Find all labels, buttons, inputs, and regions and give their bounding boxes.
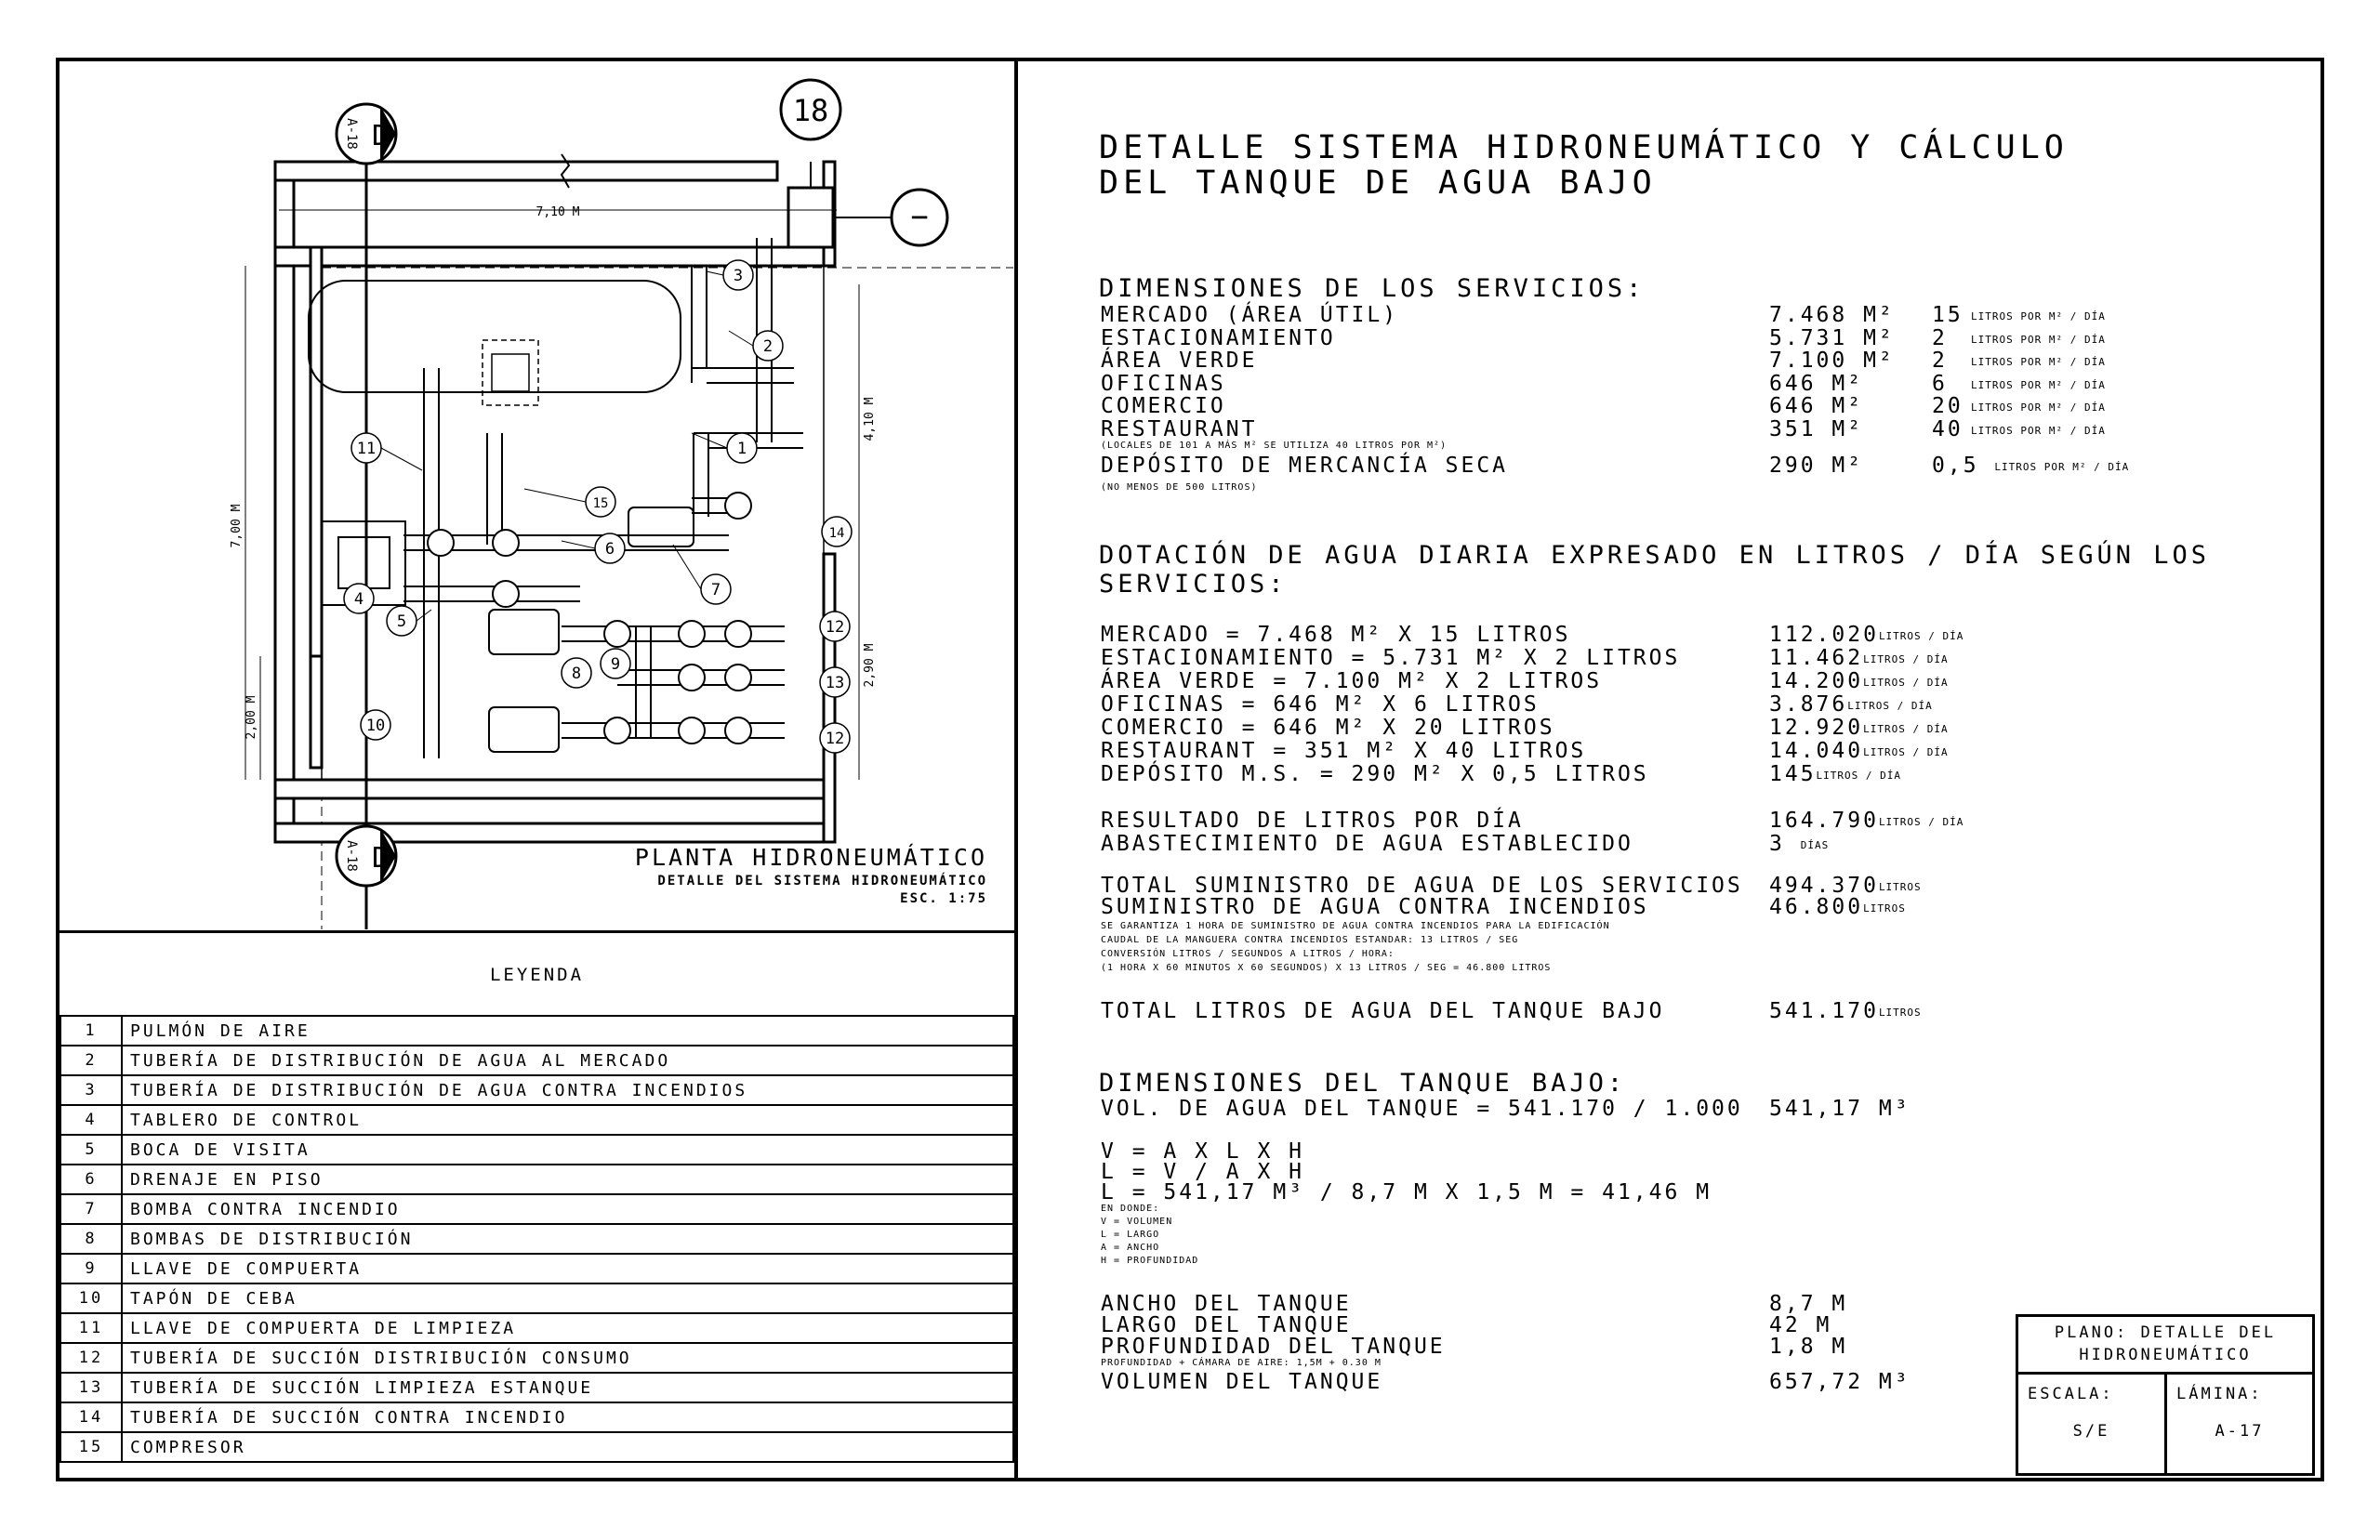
tank-heading: DIMENSIONES DEL TANQUE BAJO: — [1099, 1069, 1627, 1098]
dotacion-unit: LITROS / DÍA — [1878, 630, 1964, 642]
service-rate-unit: LITROS POR M² / DÍA — [1971, 424, 2106, 437]
sheet-horizontal-divider — [56, 930, 1018, 933]
legend-row — [60, 1165, 1013, 1194]
abastecimiento-value — [1769, 832, 1829, 856]
deposito-rate-unit: LITROS POR M² / DÍA — [1994, 461, 2130, 473]
service-rate — [1932, 349, 2106, 373]
legend-label: COMPRESOR — [122, 1432, 1013, 1462]
legend-number: 9 — [60, 1254, 122, 1283]
legend-row — [60, 1402, 1013, 1432]
legend-row — [60, 1105, 1013, 1135]
incendio-note: SE GARANTIZA 1 HORA DE SUMINISTRO DE AGUA CONTRA INCENDIOS PARA LA EDIFICACIÓN — [1101, 921, 1610, 931]
dotacion-calc: MERCADO = 7.468 M² X 15 LITROS — [1101, 623, 1571, 647]
dotacion-value — [1769, 669, 1949, 693]
dotacion-calc: OFICINAS = 646 M² X 6 LITROS — [1101, 692, 1540, 717]
service-rate-unit: LITROS POR M² / DÍA — [1971, 378, 2106, 391]
formula-line: L = 541,17 M³ / 8,7 M X 1,5 M = 41,46 M — [1101, 1180, 1712, 1204]
legend-number: 6 — [60, 1165, 122, 1194]
legend-label: TUBERÍA DE SUCCIÓN DISTRIBUCIÓN CONSUMO — [122, 1343, 1013, 1373]
hydroneumatic-plan-drawing — [60, 61, 1013, 929]
legend-label: LLAVE DE COMPUERTA — [122, 1254, 1013, 1283]
service-area: 646 M² — [1769, 371, 1864, 396]
plan-title: PLANTA HIDRONEUMÁTICO — [634, 844, 987, 871]
dotacion-unit: LITROS / DÍA — [1816, 770, 1902, 782]
service-rate — [1932, 303, 2106, 327]
legend-label: DRENAJE EN PISO — [122, 1165, 1013, 1194]
section-sheet-bottom: A-18 — [344, 840, 359, 872]
vol-label: VOL. DE AGUA DEL TANQUE = 541.170 / 1.000 — [1101, 1097, 1743, 1121]
dotacion-number: 14.200 — [1769, 669, 1864, 693]
restaurant-note: (LOCALES DE 101 A MÁS M² SE UTILIZA 40 LITROS POR M²) — [1101, 441, 1448, 451]
abastecimiento-number: 3 — [1769, 832, 1785, 856]
total-tanque-number: 541.170 — [1769, 999, 1879, 1023]
callout-2: 2 — [762, 337, 774, 356]
volumen-label: VOLUMEN DEL TANQUE — [1101, 1370, 1383, 1394]
callout-3: 3 — [733, 267, 744, 285]
main-title-line2: DEL TANQUE DE AGUA BAJO — [1099, 165, 1657, 202]
deposito-rate — [1932, 454, 2129, 478]
title-block-plano — [2018, 1322, 2312, 1366]
contra-incendios-value — [1769, 895, 1906, 919]
total-servicios-label: TOTAL SUMINISTRO DE AGUA DE LOS SERVICIOS — [1101, 874, 1743, 898]
incendio-note: CAUDAL DE LA MANGUERA CONTRA INCENDIOS ESTANDAR: 13 LITROS / SEG — [1101, 935, 1519, 945]
plan-subtitle: DETALLE DEL SISTEMA HIDRONEUMÁTICO — [657, 874, 987, 888]
service-rate-value: 40 — [1932, 416, 1964, 441]
abastecimiento-unit: DÍAS — [1800, 839, 1830, 851]
legend-number: 3 — [60, 1075, 122, 1105]
legend-row — [60, 1194, 1013, 1224]
main-title-line1: DETALLE SISTEMA HIDRONEUMÁTICO Y CÁLCULO — [1099, 129, 2069, 166]
service-rate-value: 2 — [1932, 325, 1948, 350]
legend-number: 12 — [60, 1343, 122, 1373]
callout-13: 13 — [825, 674, 845, 692]
total-servicios-number: 494.370 — [1769, 874, 1879, 898]
dotacion-value — [1769, 716, 1949, 740]
service-rate-value: 2 — [1932, 349, 1948, 373]
callout-6: 6 — [604, 540, 615, 559]
service-rate — [1932, 326, 2106, 350]
dotacion-heading-2: SERVICIOS: — [1099, 570, 1288, 599]
service-name: COMERCIO — [1101, 394, 1226, 418]
legend-number: 7 — [60, 1194, 122, 1224]
dotacion-unit: LITROS / DÍA — [1847, 700, 1933, 712]
air-tank-outline — [309, 281, 681, 392]
services-heading: DIMENSIONES DE LOS SERVICIOS: — [1099, 274, 1646, 303]
dotacion-calc: DEPÓSITO M.S. = 290 M² X 0,5 LITROS — [1101, 762, 1649, 786]
deposito-area: 290 M² — [1769, 454, 1864, 478]
service-area: 5.731 M² — [1769, 325, 1895, 350]
legend-number: 13 — [60, 1373, 122, 1402]
service-area: 351 M² — [1769, 416, 1864, 441]
lamina-label: LÁMINA: — [2176, 1385, 2263, 1403]
formula-note: L = LARGO — [1101, 1230, 1160, 1240]
dotacion-calc: COMERCIO = 646 M² X 20 LITROS — [1101, 716, 1555, 740]
section-sheet-top: A-18 — [344, 118, 359, 150]
legend-number: 1 — [60, 1016, 122, 1046]
service-name: ESTACIONAMIENTO — [1101, 325, 1336, 350]
service-area: 7.100 M² — [1769, 349, 1895, 373]
escala-value: S/E — [2072, 1422, 2110, 1441]
dim-left: 7,00 M — [230, 504, 244, 548]
plano-line1: PLANO: DETALLE DEL — [2054, 1323, 2277, 1342]
legend-table — [60, 1015, 1014, 1463]
formula-note: H = PROFUNDIDAD — [1101, 1256, 1199, 1266]
service-rate-unit: LITROS POR M² / DÍA — [1971, 333, 2106, 346]
service-rate-value: 15 — [1932, 303, 1964, 327]
dotacion-number: 11.462 — [1769, 646, 1864, 670]
callout-1: 1 — [736, 440, 747, 458]
contra-incendios-label: SUMINISTRO DE AGUA CONTRA INCENDIOS — [1101, 895, 1649, 919]
total-tanque-label: TOTAL LITROS DE AGUA DEL TANQUE BAJO — [1101, 999, 1665, 1023]
total-tanque-value — [1769, 999, 1922, 1023]
legend-number: 14 — [60, 1402, 122, 1432]
callout-8: 8 — [571, 665, 582, 683]
dotacion-unit: LITROS / DÍA — [1863, 677, 1949, 689]
dotacion-unit: LITROS / DÍA — [1863, 653, 1949, 665]
service-rate-unit: LITROS POR M² / DÍA — [1971, 310, 2106, 322]
legend-label: BOMBAS DE DISTRIBUCIÓN — [122, 1224, 1013, 1254]
volumen-value: 657,72 M³ — [1769, 1370, 1911, 1394]
callout-7: 7 — [710, 581, 721, 599]
service-rate-unit: LITROS POR M² / DÍA — [1971, 356, 2106, 368]
resultado-number: 164.790 — [1769, 809, 1879, 833]
service-rate — [1932, 394, 2106, 418]
dim-top: 7,10 M — [536, 205, 580, 219]
callout-9: 9 — [610, 655, 621, 674]
callout-11: 11 — [356, 440, 377, 458]
dim-right-top: 4,10 M — [863, 397, 877, 441]
plano-line2: HIDRONEUMÁTICO — [2079, 1346, 2252, 1364]
tank-dim-value: 1,8 M — [1769, 1335, 1848, 1359]
formula-line: L = V / A X H — [1101, 1160, 1305, 1184]
legend-row — [60, 1075, 1013, 1105]
legend-row — [60, 1432, 1013, 1462]
contra-incendios-number: 46.800 — [1769, 895, 1864, 919]
deposito-name: DEPÓSITO DE MERCANCÍA SECA — [1101, 454, 1509, 478]
total-servicios-unit: LITROS — [1878, 881, 1922, 893]
resultado-unit: LITROS / DÍA — [1878, 816, 1964, 828]
formula-line: V = A X L X H — [1101, 1139, 1305, 1164]
legend-title: LEYENDA — [489, 965, 585, 985]
service-rate — [1932, 372, 2106, 396]
legend-row — [60, 1046, 1013, 1075]
sheet-vertical-divider — [1014, 58, 1018, 1481]
dotacion-value — [1769, 692, 1933, 717]
pumps — [489, 507, 694, 752]
service-rate-value: 6 — [1932, 371, 1948, 396]
service-name: OFICINAS — [1101, 371, 1226, 396]
dim-left-bottom: 2,00 M — [245, 695, 258, 740]
callout-15: 15 — [592, 496, 609, 511]
legend-row — [60, 1224, 1013, 1254]
axis-number: 18 — [792, 93, 829, 128]
compressor-outline — [483, 340, 538, 405]
service-rate — [1932, 417, 2106, 441]
main-title — [1099, 130, 2069, 201]
legend-number: 8 — [60, 1224, 122, 1254]
callout-10: 10 — [365, 717, 386, 735]
resultado-value — [1769, 809, 1964, 833]
formula-note: A = ANCHO — [1101, 1243, 1160, 1253]
formula-note: EN DONDE: — [1101, 1204, 1160, 1214]
total-tanque-unit: LITROS — [1878, 1007, 1922, 1019]
service-rate-unit: LITROS POR M² / DÍA — [1971, 401, 2106, 414]
valves — [428, 493, 751, 744]
legend-number: 5 — [60, 1135, 122, 1165]
dotacion-value — [1769, 623, 1964, 647]
legend-number: 2 — [60, 1046, 122, 1075]
escala-label: ESCALA: — [2028, 1385, 2114, 1403]
abastecimiento-label: ABASTECIMIENTO DE AGUA ESTABLECIDO — [1101, 832, 1633, 856]
tank-dim-label: ANCHO DEL TANQUE — [1101, 1292, 1352, 1316]
legend-row — [60, 1313, 1013, 1343]
legend-label: TAPÓN DE CEBA — [122, 1283, 1013, 1313]
dotacion-number: 112.020 — [1769, 623, 1879, 647]
formula-note: V = VOLUMEN — [1101, 1217, 1173, 1227]
legend-label: BOCA DE VISITA — [122, 1135, 1013, 1165]
deposito-rate-value: 0,5 — [1932, 454, 1979, 478]
lamina-value: A-17 — [2215, 1422, 2265, 1441]
tank-dim-value: 8,7 M — [1769, 1292, 1848, 1316]
section-letter-top: D — [371, 120, 390, 152]
service-name: RESTAURANT — [1101, 416, 1258, 441]
legend-label: TUBERÍA DE DISTRIBUCIÓN DE AGUA CONTRA INCENDIOS — [122, 1075, 1013, 1105]
legend-number: 15 — [60, 1432, 122, 1462]
axis-symbol: − — [910, 199, 929, 234]
callouts — [344, 260, 852, 753]
service-name: MERCADO (ÁREA ÚTIL) — [1101, 303, 1399, 327]
legend-row — [60, 1016, 1013, 1046]
dotacion-value — [1769, 739, 1949, 763]
callout-14: 14 — [828, 526, 845, 541]
legend-label: BOMBA CONTRA INCENDIO — [122, 1194, 1013, 1224]
callout-12a: 12 — [825, 618, 845, 637]
incendio-note: (1 HORA X 60 MINUTOS X 60 SEGUNDOS) X 13 LITROS / SEG = 46.800 LITROS — [1101, 963, 1552, 973]
dim-right-bottom: 2,90 M — [863, 643, 877, 688]
legend-row — [60, 1283, 1013, 1313]
dotacion-heading-1: DOTACIÓN DE AGUA DIARIA EXPRESADO EN LITROS / DÍA SEGÚN LOS — [1099, 541, 2211, 570]
dotacion-calc: ÁREA VERDE = 7.100 M² X 2 LITROS — [1101, 669, 1603, 693]
service-area: 7.468 M² — [1769, 303, 1895, 327]
callout-4: 4 — [353, 590, 364, 609]
dotacion-calc: RESTAURANT = 351 M² X 40 LITROS — [1101, 739, 1587, 763]
dotacion-number: 145 — [1769, 762, 1817, 786]
dotacion-number: 14.040 — [1769, 739, 1864, 763]
legend-label: LLAVE DE COMPUERTA DE LIMPIEZA — [122, 1313, 1013, 1343]
legend-label: PULMÓN DE AIRE — [122, 1016, 1013, 1046]
section-letter-bottom: D — [371, 842, 390, 875]
incendio-note: CONVERSIÓN LITROS / SEGUNDOS A LITROS / HORA: — [1101, 949, 1395, 959]
resultado-label: RESULTADO DE LITROS POR DÍA — [1101, 809, 1524, 833]
service-name: ÁREA VERDE — [1101, 349, 1258, 373]
legend-label: TUBERÍA DE SUCCIÓN CONTRA INCENDIO — [122, 1402, 1013, 1432]
plan-scale: ESC. 1:75 — [900, 891, 987, 906]
legend-row — [60, 1343, 1013, 1373]
vol-value: 541,17 M³ — [1769, 1097, 1911, 1121]
deposito-note: (NO MENOS DE 500 LITROS) — [1101, 482, 1258, 493]
legend-number: 10 — [60, 1283, 122, 1313]
callout-12b: 12 — [825, 730, 845, 748]
prof-note: PROFUNDIDAD + CÁMARA DE AIRE: 1,5M + 0.30 M — [1101, 1358, 1382, 1368]
tank-dim-label: LARGO DEL TANQUE — [1101, 1313, 1352, 1337]
dotacion-number: 12.920 — [1769, 716, 1864, 740]
dotacion-value — [1769, 646, 1949, 670]
legend-label: TUBERÍA DE SUCCIÓN LIMPIEZA ESTANQUE — [122, 1373, 1013, 1402]
tank-dim-label: PROFUNDIDAD DEL TANQUE — [1101, 1335, 1446, 1359]
dotacion-number: 3.876 — [1769, 692, 1848, 717]
dotacion-unit: LITROS / DÍA — [1863, 746, 1949, 758]
callout-5: 5 — [396, 612, 407, 631]
legend-label: TABLERO DE CONTROL — [122, 1105, 1013, 1135]
legend-number: 4 — [60, 1105, 122, 1135]
legend-label: TUBERÍA DE DISTRIBUCIÓN DE AGUA AL MERCADO — [122, 1046, 1013, 1075]
legend-row — [60, 1254, 1013, 1283]
dotacion-unit: LITROS / DÍA — [1863, 723, 1949, 735]
legend-row — [60, 1373, 1013, 1402]
dotacion-calc: ESTACIONAMIENTO = 5.731 M² X 2 LITROS — [1101, 646, 1681, 670]
tank-dim-value: 42 M — [1769, 1313, 1832, 1337]
contra-incendios-unit: LITROS — [1863, 902, 1906, 915]
service-rate-value: 20 — [1932, 394, 1964, 418]
service-area: 646 M² — [1769, 394, 1864, 418]
legend-number: 11 — [60, 1313, 122, 1343]
legend-row — [60, 1135, 1013, 1165]
dotacion-value — [1769, 762, 1901, 786]
